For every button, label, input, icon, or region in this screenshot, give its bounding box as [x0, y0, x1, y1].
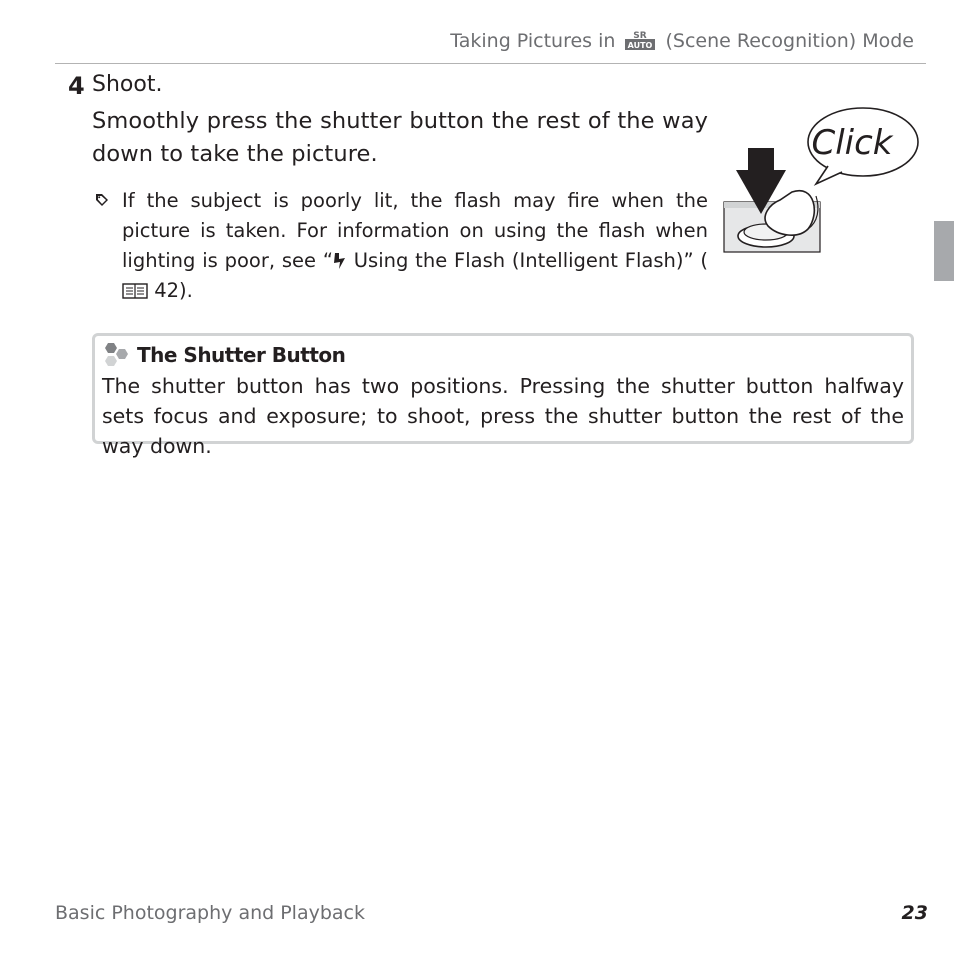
flash-note-text-a: If the subject is poorly lit, the flash may fire when the picture is taken. For information on using the flash when lighting is poor, see “	[122, 189, 708, 272]
flash-note-text-b: Using the Flash (Intelligent Flash)” (	[346, 249, 708, 272]
running-header	[420, 30, 914, 52]
page-number: 23	[901, 902, 928, 924]
mode-icon-top: SR	[633, 31, 648, 41]
step-number: 4	[68, 72, 84, 100]
header-suffix: (Scene Recognition) Mode	[665, 30, 914, 52]
flash-note-text-c: 42).	[148, 279, 193, 302]
footer-section-title: Basic Photography and Playback	[55, 902, 366, 924]
chapter-tab	[934, 221, 954, 281]
note-pencil-icon	[94, 192, 110, 208]
tip-hexagons-icon	[102, 342, 132, 368]
click-speech-text: Click	[811, 123, 893, 163]
step-title: Shoot.	[92, 72, 163, 97]
header-prefix: Taking Pictures in	[450, 30, 616, 52]
tip-box-body: The shutter button has two positions. Pressing the shutter button halfway sets focus and exposure; to shoot, press the shutter button the rest of the way down.	[102, 374, 904, 458]
shutter-press-illustration	[720, 104, 920, 256]
tip-box-title: The Shutter Button	[137, 343, 346, 367]
mode-icon-bottom: AUTO	[628, 41, 653, 50]
step-body: Smoothly press the shutter button the rest of the way down to take the picture.	[92, 108, 708, 167]
flash-bolt-icon	[333, 252, 347, 270]
scene-recognition-mode-icon	[625, 30, 655, 50]
book-reference-icon	[122, 282, 148, 300]
flash-note	[122, 186, 708, 306]
header-divider	[55, 63, 926, 64]
